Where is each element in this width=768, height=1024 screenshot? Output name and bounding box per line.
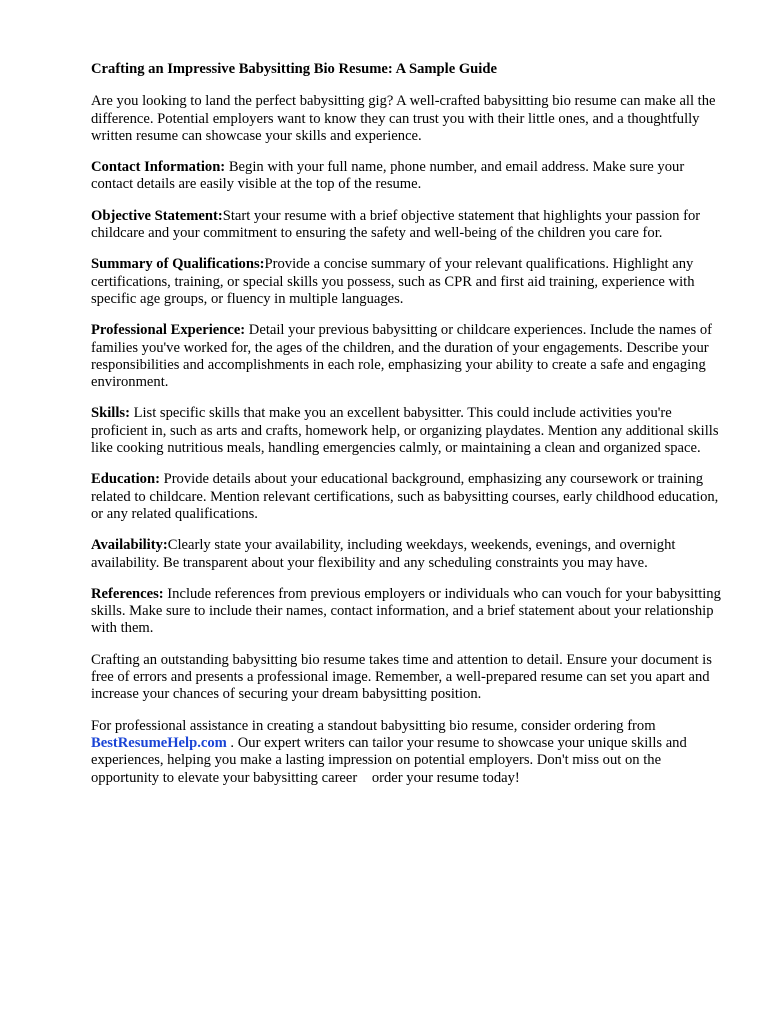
section-label: Skills: <box>91 405 130 422</box>
section-skills <box>91 405 727 457</box>
section-text: Start your resume with a brief objective statement that highlights your passion for childcare and your commitment to ensuring the safety and well-being of the children you care for. <box>91 207 701 242</box>
section-text: Provide details about your educational background, emphasizing any coursework or training related to childcare. Mention relevant certifications, such as babysitting courses, early childhood education, or any related qualifications. <box>91 471 719 522</box>
intro-paragraph: Are you looking to land the perfect babysitting gig? A well-crafted babysitting bio resume can make all the difference. Potential employers want to know they can trust you with their little ones, and a thoughtfully written resume can showcase your skills and experience. <box>91 93 716 144</box>
section-label: Contact Information: <box>91 159 226 176</box>
section-contact-information <box>91 159 727 194</box>
section-text: Clearly state your availability, including weekdays, weekends, evenings, and overnight availability. Be transparent about your flexibility and any scheduling constraints you may have. <box>91 537 676 571</box>
section-availability <box>91 537 727 572</box>
section-label: Education: <box>91 471 160 488</box>
section-label: Availability: <box>91 537 168 554</box>
section-text: Include references from previous employers or individuals who can vouch for your babysitting skills. Make sure to include their names, contact information, and a brief statement about your relationship with them. <box>91 585 721 637</box>
section-professional-experience <box>91 322 727 391</box>
document-page <box>91 61 727 801</box>
cta-text-after: . Our expert writers can tailor your resume to showcase your unique skills and experiences, helping you make a lasting impression on potential employers. Don't miss out on the opportunity to elevate your babysitting career order your resume today! <box>91 734 691 786</box>
section-label: References: <box>91 585 164 602</box>
document-title: Crafting an Impressive Babysitting Bio Resume: A Sample Guide <box>91 61 497 77</box>
section-text: Begin with your full name, phone number, and email address. Make sure your contact details are easily visible at the top of the resume. <box>91 159 685 193</box>
bestresumehelp-link[interactable]: BestResumeHelp.com <box>91 734 227 751</box>
section-label: Professional Experience: <box>91 322 246 339</box>
section-objective-statement <box>91 208 727 243</box>
section-education <box>91 471 727 523</box>
section-label: Objective Statement: <box>91 207 223 224</box>
section-text: Detail your previous babysitting or childcare experiences. Include the names of families you've worked for, the ages of the children, and the duration of your engagements. Describe your responsibilities and accomplishments in each role, emphasizing your ability to create a safe and engaging environment. <box>91 322 712 391</box>
section-references <box>91 586 727 638</box>
cta-text-before: For professional assistance in creating a standout babysitting bio resume, consider ordering from <box>91 717 656 734</box>
section-label: Summary of Qualifications: <box>91 256 265 273</box>
section-summary-of-qualifications <box>91 256 727 308</box>
section-text: List specific skills that make you an excellent babysitter. This could include activities you're proficient in, such as arts and crafts, homework help, or organizing playdates. Mention any additional skills like cooking nutritious meals, handling emergencies calmly, or maintaining a clean and organized space. <box>91 405 719 457</box>
section-text: Provide a concise summary of your relevant qualifications. Highlight any certifications, training, or special skills you possess, such as CPR and first aid training, experience with specific age groups, or fluency in multiple languages. <box>91 256 695 307</box>
cta-paragraph <box>91 718 727 787</box>
closing-paragraph: Crafting an outstanding babysitting bio resume takes time and attention to detail. Ensure your document is free of errors and presents a professional image. Remember, a well-prepared resume can set you apart and increase your chances of securing your dream babysitting position. <box>91 651 712 703</box>
